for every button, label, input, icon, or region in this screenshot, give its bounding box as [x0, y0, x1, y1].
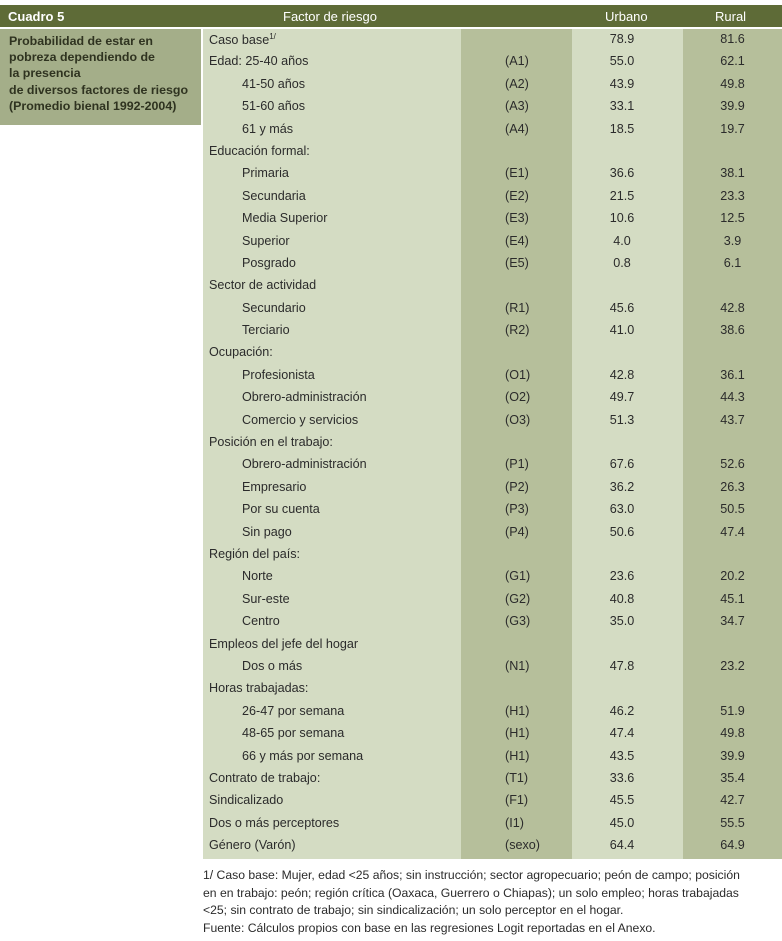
- rural-value: 52.6: [720, 457, 745, 472]
- table-title-line: Probabilidad de estar en: [9, 34, 153, 48]
- factor-code: (A2): [505, 76, 529, 91]
- factor-code: (E5): [505, 255, 529, 270]
- rural-value: 36.1: [720, 367, 745, 382]
- factor-label-text: Comercio y servicios: [242, 412, 359, 427]
- factor-code: (P3): [505, 502, 529, 517]
- table-row: [203, 29, 782, 51]
- factor-label: [242, 77, 305, 91]
- urbano-value: 33.1: [609, 99, 635, 114]
- table-row: [203, 231, 782, 253]
- table-row: [203, 186, 782, 208]
- factor-label: [209, 771, 320, 785]
- rural-value: 49.8: [720, 76, 745, 91]
- factor-label: [242, 413, 358, 427]
- table-title-line: (Promedio bienal 1992-2004): [9, 98, 177, 113]
- rural-value: 47.4: [720, 524, 745, 539]
- footnote-source: Fuente: Cálculos propios con base en las regresiones Logit reportadas en el Anexo.: [203, 920, 656, 935]
- factor-label: [209, 547, 300, 561]
- factor-label-text: Primaria: [242, 166, 289, 181]
- footnote-line: 1/ Caso base: Mujer, edad <25 años; sin instrucción; sector agropecuario; peón de campo; posición: [203, 868, 740, 882]
- factor-label-text: Obrero-administración: [242, 390, 367, 405]
- urbano-value: 43.5: [609, 748, 635, 763]
- rural-value: 23.3: [720, 188, 745, 203]
- urbano-value: 40.8: [609, 591, 635, 606]
- urbano-value: 10.6: [609, 211, 635, 226]
- factor-label-text: Empleos del jefe del hogar: [209, 636, 359, 651]
- factor-label: [209, 32, 276, 47]
- table-row: [203, 790, 782, 812]
- table-row: [203, 566, 782, 588]
- table-row: [203, 835, 782, 857]
- factor-label-text: Sector de actividad: [209, 278, 317, 293]
- table-title-line: pobreza dependiendo de: [9, 50, 155, 65]
- factor-code: (H1): [505, 748, 530, 763]
- factor-label: [209, 816, 339, 830]
- rural-value: 62.1: [720, 54, 745, 69]
- rural-value: 12.5: [720, 211, 745, 226]
- table-row: [203, 74, 782, 96]
- factor-label-text: Edad: 25-40 años: [209, 54, 309, 69]
- urbano-value: 67.6: [609, 457, 635, 472]
- rural-value: 43.7: [720, 412, 745, 427]
- urbano-value: 51.3: [609, 412, 635, 427]
- table-row: [203, 656, 782, 678]
- factor-code: (E2): [505, 188, 529, 203]
- table-number: Cuadro 5: [8, 9, 65, 24]
- table-row: [203, 342, 782, 364]
- table-row: [203, 119, 782, 141]
- factor-label: [242, 525, 292, 539]
- rural-value: 42.8: [720, 300, 745, 315]
- factor-label: [242, 211, 327, 225]
- factor-code: (G2): [505, 591, 531, 606]
- urbano-value: 46.2: [609, 703, 635, 718]
- table-title-box: [0, 29, 201, 125]
- factor-label-text: Obrero-administración: [242, 457, 367, 472]
- table-header-bar: [0, 5, 782, 27]
- factor-label-text: Caso base: [209, 33, 270, 48]
- factor-label-text: Norte: [242, 569, 273, 584]
- rural-value: 19.7: [720, 121, 745, 136]
- factor-label-text: Secundario: [242, 300, 306, 315]
- rural-value: 39.9: [720, 748, 745, 763]
- factor-label-text: Sindicalizado: [209, 793, 284, 808]
- table-row: [203, 768, 782, 790]
- factor-label: [242, 301, 306, 315]
- table-row: [203, 544, 782, 566]
- table-row: [203, 208, 782, 230]
- table-row: [203, 320, 782, 342]
- factor-code: (H1): [505, 703, 530, 718]
- factor-label: [242, 234, 290, 248]
- rural-value: 45.1: [720, 591, 745, 606]
- table-body: [203, 29, 782, 857]
- urbano-value: 23.6: [609, 569, 635, 584]
- factor-code: (O2): [505, 390, 531, 405]
- table-row: [203, 51, 782, 73]
- factor-label-text: Posición en el trabajo:: [209, 435, 333, 450]
- urbano-value: 50.6: [609, 524, 635, 539]
- factor-code: (A3): [505, 99, 529, 114]
- factor-label: [242, 569, 273, 583]
- footnote-line: en en trabajo: peón; región crítica (Oaxaca, Guerrero o Chiapas); un solo empleo; horas trabajadas: [203, 885, 739, 900]
- factor-code: (E3): [505, 211, 529, 226]
- factor-label: [242, 390, 367, 404]
- table-row: [203, 253, 782, 275]
- table-row: [203, 701, 782, 723]
- factor-label: [242, 323, 290, 337]
- factor-code: (P2): [505, 479, 529, 494]
- factor-label: [209, 144, 310, 158]
- table-row: [203, 477, 782, 499]
- table-row: [203, 522, 782, 544]
- factor-code: (H1): [505, 726, 530, 741]
- factor-code: (R2): [505, 323, 530, 338]
- urbano-value: 42.8: [609, 367, 635, 382]
- urbano-value: 36.6: [609, 166, 635, 181]
- urbano-value: 43.9: [609, 76, 635, 91]
- urbano-value: 41.0: [609, 323, 635, 338]
- factor-label: [209, 838, 296, 852]
- rural-value: 35.4: [720, 770, 745, 785]
- factor-label: [209, 345, 273, 359]
- factor-label: [242, 189, 306, 203]
- factor-label: [242, 166, 289, 180]
- table-row: [203, 678, 782, 700]
- rural-value: 64.9: [720, 838, 745, 853]
- factor-code: (P1): [505, 457, 529, 472]
- table-row: [203, 723, 782, 745]
- rural-value: 20.2: [720, 569, 745, 584]
- factor-label-text: Dos o más: [242, 658, 303, 673]
- urbano-value: 18.5: [609, 121, 635, 136]
- factor-label-text: Terciario: [242, 323, 290, 338]
- table-row: [203, 589, 782, 611]
- rural-value: 42.7: [720, 793, 745, 808]
- factor-code: (F1): [505, 793, 529, 808]
- factor-code: (A1): [505, 54, 529, 69]
- table-row: [203, 634, 782, 656]
- factor-label-text: Empresario: [242, 479, 307, 494]
- factor-label-text: Por su cuenta: [242, 502, 320, 517]
- factor-code: (E1): [505, 166, 529, 181]
- rural-value: 6.1: [723, 255, 742, 270]
- urbano-value: 36.2: [609, 479, 635, 494]
- factor-code: (O3): [505, 412, 531, 427]
- factor-label: [242, 99, 305, 113]
- factor-label-text: Media Superior: [242, 211, 328, 226]
- factor-column-header: Factor de riesgo: [283, 9, 377, 24]
- urbano-value: 0.8: [613, 255, 631, 270]
- rural-value: 3.9: [723, 233, 742, 248]
- factor-code: (O1): [505, 367, 531, 382]
- factor-code: (E4): [505, 233, 529, 248]
- factor-label: [209, 681, 308, 695]
- factor-label-text: 41-50 años: [242, 76, 306, 91]
- factor-label-text: 26-47 por semana: [242, 703, 345, 718]
- table-row: [203, 499, 782, 521]
- factor-code: (A4): [505, 121, 529, 136]
- factor-label: [242, 592, 290, 606]
- urbano-value: 63.0: [609, 502, 635, 517]
- urbano-value: 21.5: [609, 188, 635, 203]
- factor-label-text: Ocupación:: [209, 345, 273, 360]
- factor-label-text: Sin pago: [242, 524, 292, 539]
- factor-label: [209, 435, 333, 449]
- factor-label: [242, 368, 315, 382]
- factor-label: [242, 749, 363, 763]
- urbano-value: 78.9: [609, 32, 635, 46]
- factor-label: [242, 659, 302, 673]
- rural-value: 38.1: [720, 166, 745, 181]
- footnote-marker: 1/: [269, 32, 276, 41]
- table-row: [203, 96, 782, 118]
- factor-label-text: Secundaria: [242, 188, 306, 203]
- table-row: [203, 746, 782, 768]
- table-row: [203, 141, 782, 163]
- urbano-value: 45.6: [609, 300, 635, 315]
- table-row: [203, 432, 782, 454]
- urbano-column-header: Urbano: [605, 9, 648, 24]
- rural-value: 49.8: [720, 726, 745, 741]
- factor-label-text: Sur-este: [242, 591, 290, 606]
- urbano-value: 45.0: [609, 815, 635, 830]
- factor-label: [209, 637, 358, 651]
- factor-label-text: Horas trabajadas:: [209, 681, 309, 696]
- table-title-line: la presencia: [9, 66, 81, 81]
- factor-label-text: Superior: [242, 233, 290, 248]
- urbano-value: 4.0: [613, 233, 631, 248]
- urbano-value: 35.0: [609, 614, 635, 629]
- factor-label-text: Posgrado: [242, 255, 296, 270]
- rural-value: 34.7: [720, 614, 745, 629]
- urbano-value: 45.5: [609, 793, 635, 808]
- factor-code: (sexo): [505, 838, 540, 853]
- factor-label-text: 51-60 años: [242, 99, 306, 114]
- urbano-value: 55.0: [609, 54, 635, 69]
- factor-label: [242, 502, 320, 516]
- factor-label-text: 61 y más: [242, 121, 294, 136]
- rural-value: 81.6: [720, 32, 745, 46]
- table-title-line: de diversos factores de riesgo: [9, 82, 189, 97]
- factor-label-text: Profesionista: [242, 367, 315, 382]
- rural-value: 26.3: [720, 479, 745, 494]
- factor-label: [209, 278, 316, 292]
- footnote: [203, 867, 782, 937]
- factor-label: [209, 793, 283, 807]
- factor-code: (G1): [505, 569, 531, 584]
- footnote-line: <25; sin contrato de trabajo; sin sindicalización; un solo perceptor en el hogar.: [203, 903, 624, 917]
- factor-code: (T1): [505, 770, 529, 785]
- rural-value: 39.9: [720, 99, 745, 114]
- table-row: [203, 298, 782, 320]
- rural-value: 38.6: [720, 323, 745, 338]
- factor-label: [242, 457, 367, 471]
- factor-code: (I1): [505, 815, 524, 830]
- rural-column-header: Rural: [715, 9, 747, 24]
- rural-value: 51.9: [720, 703, 745, 718]
- factor-code: (N1): [505, 658, 530, 673]
- rural-value: 50.5: [720, 502, 745, 517]
- factor-label: [242, 122, 293, 136]
- rural-value: 44.3: [720, 390, 745, 405]
- factor-label-text: Región del país:: [209, 546, 301, 561]
- factor-label-text: Contrato de trabajo:: [209, 770, 321, 785]
- factor-code: (G3): [505, 614, 531, 629]
- factor-label: [242, 480, 306, 494]
- factor-code: (R1): [505, 300, 530, 315]
- table-row: [203, 275, 782, 297]
- factor-label: [242, 704, 344, 718]
- factor-label: [209, 54, 308, 68]
- factor-label-text: Género (Varón): [209, 838, 296, 853]
- urbano-value: 64.4: [609, 838, 635, 853]
- table-row: [203, 387, 782, 409]
- urbano-value: 49.7: [609, 390, 635, 405]
- factor-label-text: Centro: [242, 614, 280, 629]
- factor-label: [242, 614, 280, 628]
- factor-label-text: 66 y más por semana: [242, 748, 364, 763]
- factor-label: [242, 256, 296, 270]
- table-row: [203, 611, 782, 633]
- urbano-value: 33.6: [609, 770, 635, 785]
- urbano-value: 47.8: [609, 658, 635, 673]
- factor-code: (P4): [505, 524, 529, 539]
- urbano-value: 47.4: [609, 726, 635, 741]
- factor-label-text: 48-65 por semana: [242, 726, 345, 741]
- table-row: [203, 813, 782, 835]
- table-row: [203, 365, 782, 387]
- rural-value: 55.5: [720, 815, 745, 830]
- table-row: [203, 163, 782, 185]
- factor-label: [242, 726, 344, 740]
- rural-value: 23.2: [720, 658, 745, 673]
- factor-label-text: Dos o más perceptores: [209, 815, 340, 830]
- table-row: [203, 410, 782, 432]
- factor-label-text: Educación formal:: [209, 143, 310, 158]
- table-row: [203, 454, 782, 476]
